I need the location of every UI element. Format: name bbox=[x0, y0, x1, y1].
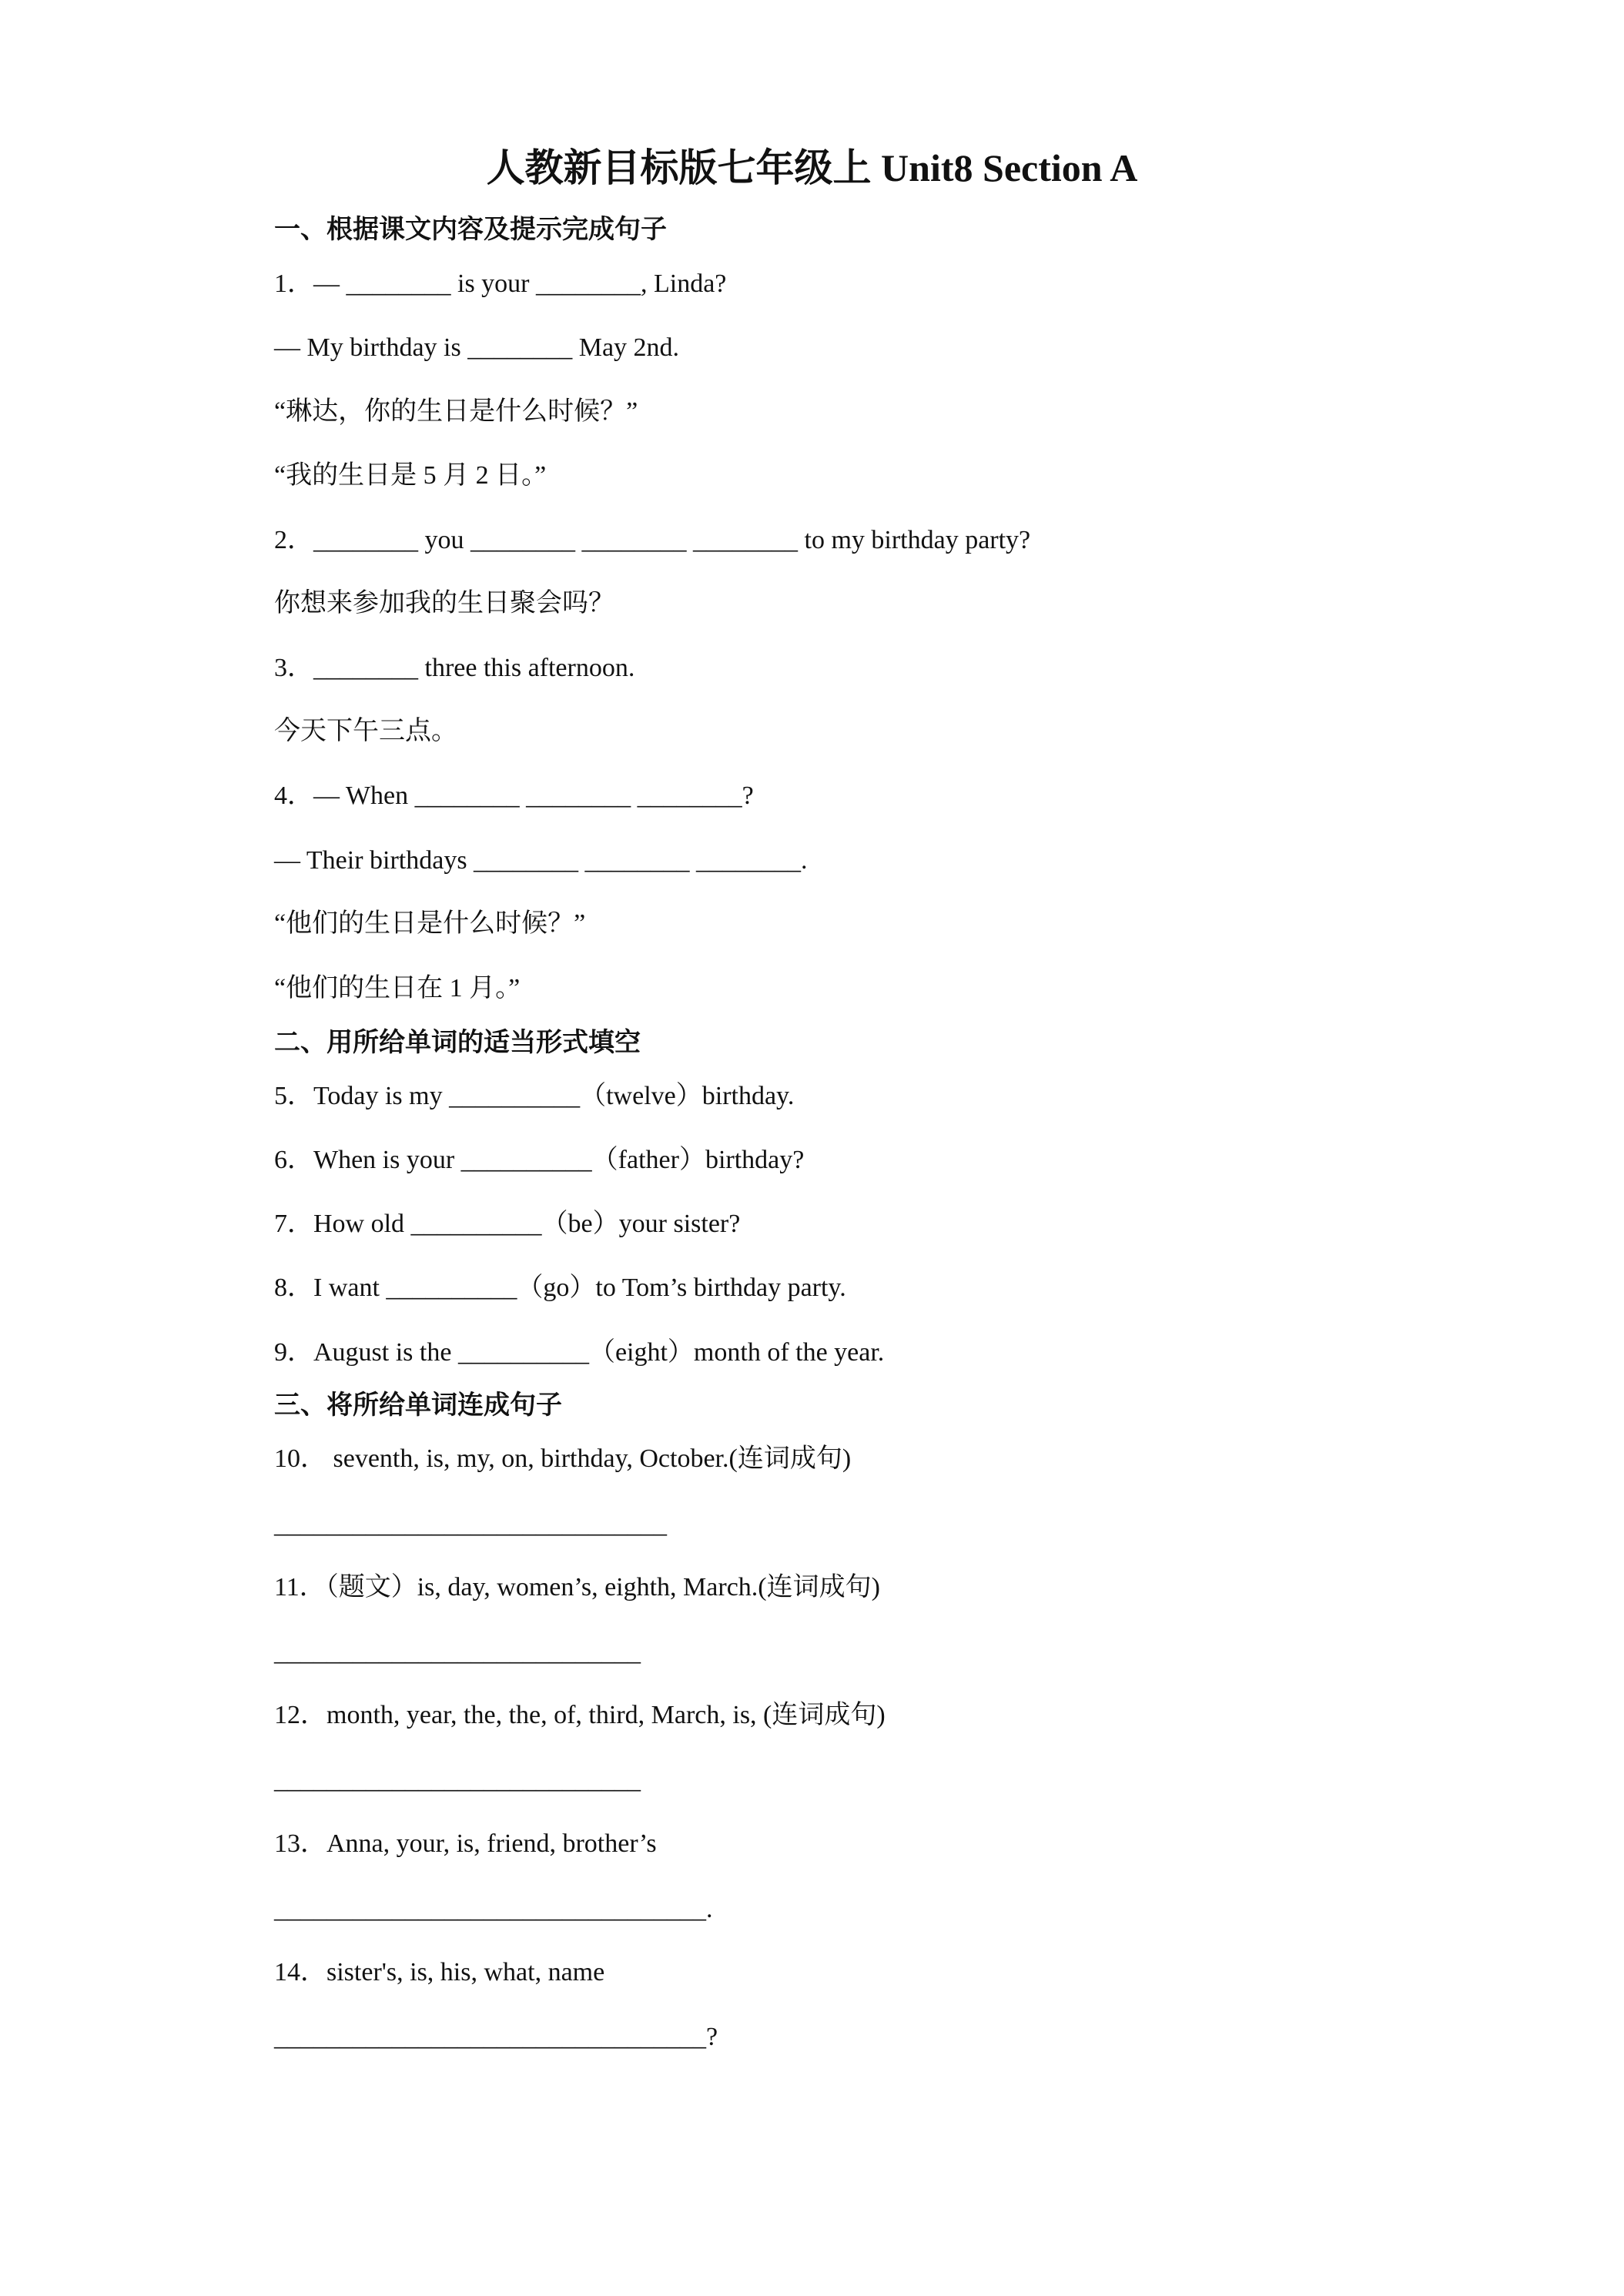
question-1-translation-2: “我的生日是 5 月 2 日。” bbox=[274, 461, 547, 490]
question-11-answer-line: ____________________________ bbox=[274, 1638, 641, 1666]
page-title: 人教新目标版七年级上 Unit8 Section A bbox=[486, 146, 1138, 189]
question-14: 14．sister's, is, his, what, name bbox=[274, 1958, 605, 1986]
question-13-answer-line: _________________________________. bbox=[274, 1895, 713, 1923]
question-11: 11．（题文）is, day, women’s, eighth, March.(连词成句) bbox=[274, 1573, 880, 1602]
question-4-translation-1: “他们的生日是什么时候？” bbox=[274, 909, 586, 938]
question-9: 9．August is the __________（eight）month of the year. bbox=[274, 1338, 885, 1367]
question-7: 7．How old __________（be）your sister? bbox=[274, 1210, 741, 1238]
question-4-line-2: — Their birthdays ________ ________ ________. bbox=[274, 846, 808, 875]
section-heading-3: 三、将所给单词连成句子 bbox=[274, 1390, 562, 1421]
question-12-answer-line: ____________________________ bbox=[274, 1766, 641, 1794]
question-12: 12．month, year, the, the, of, third, March, is, (连词成句) bbox=[274, 1701, 886, 1729]
question-5: 5．Today is my __________（twelve）birthday. bbox=[274, 1082, 795, 1110]
question-10-answer-line: ______________________________ bbox=[274, 1510, 667, 1538]
question-1-translation-1: “琳达，你的生日是什么时候？” bbox=[274, 397, 638, 426]
question-1-line-2: — My birthday is ________ May 2nd. bbox=[274, 333, 680, 362]
question-2-translation: 你想来参加我的生日聚会吗？ bbox=[274, 589, 614, 618]
question-2-line-1: 2．________ you ________ ________ ________ to my birthday party? bbox=[274, 526, 1031, 554]
question-1-line-1: 1．— ________ is your ________, Linda? bbox=[274, 269, 727, 298]
question-13: 13．Anna, your, is, friend, brother’s bbox=[274, 1829, 657, 1858]
question-14-answer-line: _________________________________? bbox=[274, 2023, 718, 2051]
section-heading-2: 二、用所给单词的适当形式填空 bbox=[274, 1027, 641, 1058]
question-3-line-1: 3．________ three this afternoon. bbox=[274, 654, 635, 682]
question-6: 6．When is your __________（father）birthday? bbox=[274, 1146, 805, 1174]
question-10: 10． seventh, is, my, on, birthday, October.(连词成句) bbox=[274, 1444, 852, 1473]
question-3-translation: 今天下午三点。 bbox=[274, 717, 457, 745]
question-4-translation-2: “他们的生日在 1 月。” bbox=[274, 974, 521, 1002]
section-heading-1: 一、根据课文内容及提示完成句子 bbox=[274, 214, 667, 245]
question-4-line-1: 4．— When ________ ________ ________? bbox=[274, 782, 754, 810]
question-8: 8．I want __________（go）to Tom’s birthday party. bbox=[274, 1274, 846, 1302]
